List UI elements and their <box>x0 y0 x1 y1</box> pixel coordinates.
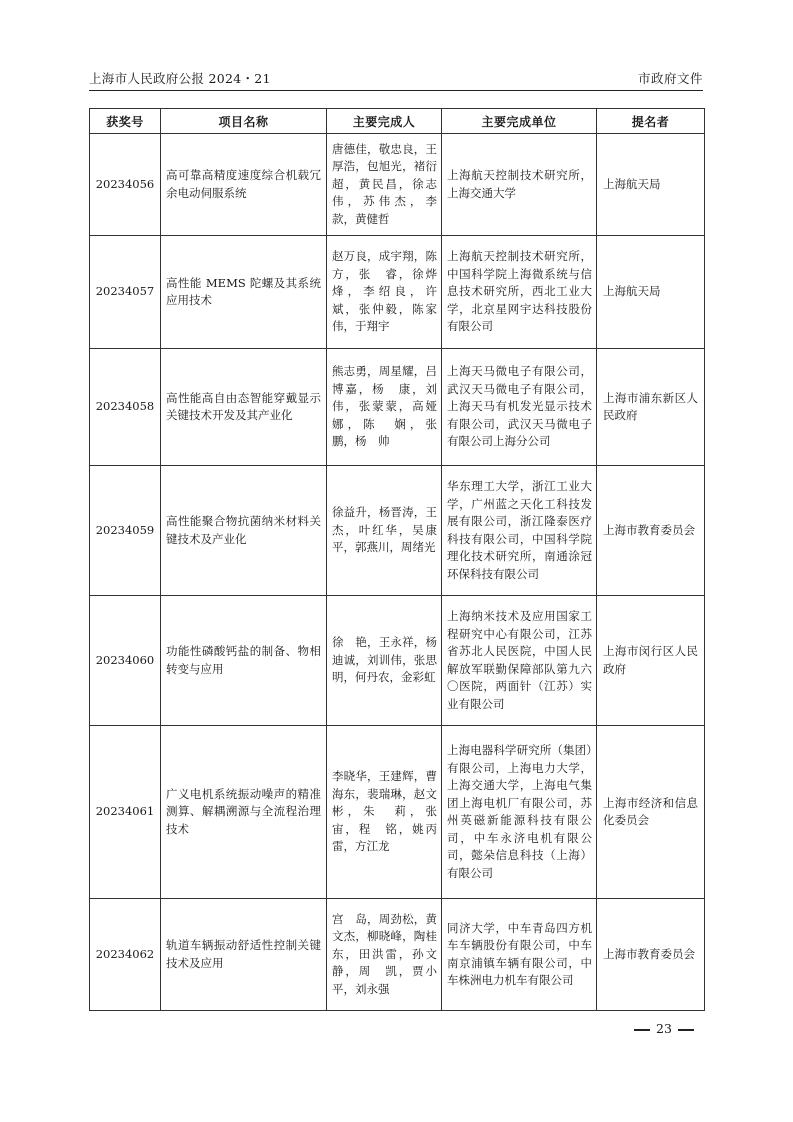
main-units: 上海航天控制技术研究所，上海交通大学 <box>442 134 597 236</box>
table-row <box>90 134 705 236</box>
main-contributors: 熊志勇，周星耀，吕博嘉，杨 康，刘 伟，张蒙蒙，高娅娜，陈 娴，张 鹏，杨 帅 <box>327 349 442 466</box>
main-units: 上海航天控制技术研究所，中国科学院上海微系统与信息技术研究所，西北工业大学，北京星网宇达科技股份有限公司 <box>442 236 597 349</box>
main-units: 上海天马微电子有限公司，武汉天马微电子有限公司，上海天马有机发光显示技术有限公司，武汉天马微电子有限公司上海分公司 <box>442 349 597 466</box>
main-contributors: 李晓华，王建辉，曹海东，裴瑞琳，赵文彬，朱 莉，张 宙，程 铭，姚丙雷，方江龙 <box>327 726 442 899</box>
table-row <box>90 236 705 349</box>
column-header-project: 项目名称 <box>161 109 327 134</box>
award-number: 20234056 <box>90 134 161 236</box>
nominator: 上海市教育委员会 <box>597 899 705 1011</box>
column-header-nominator: 提名者 <box>597 109 705 134</box>
column-header-award-no: 获奖号 <box>90 109 161 134</box>
page-number <box>628 1021 700 1036</box>
main-contributors: 赵万良，成宇翔，陈 方，张 睿，徐烨烽，李绍良，许 斌，张仲毅，陈家伟，于翔宇 <box>327 236 442 349</box>
nominator: 上海航天局 <box>597 134 705 236</box>
award-number: 20234057 <box>90 236 161 349</box>
column-header-units: 主要完成单位 <box>442 109 597 134</box>
project-name: 功能性磷酸钙盐的制备、物相转变与应用 <box>161 596 327 726</box>
nominator: 上海市闵行区人民政府 <box>597 596 705 726</box>
page-number-dash-right <box>678 1029 694 1031</box>
main-contributors: 徐益升，杨晋涛，王 杰，叶红华，吴康平，郭燕川，周绪光 <box>327 466 442 596</box>
main-units: 上海电器科学研究所（集团）有限公司，上海电力大学，上海交通大学，上海电气集团上海电机厂有限公司，苏州英磁新能源科技有限公司，中车永济电机有限公司，懿朵信息科技（上海）有限公司 <box>442 726 597 899</box>
table-row <box>90 899 705 1011</box>
table-row <box>90 349 705 466</box>
project-name: 轨道车辆振动舒适性控制关键技术及应用 <box>161 899 327 1011</box>
awards-table <box>89 108 705 1011</box>
project-name: 高性能聚合物抗菌纳米材料关键技术及产业化 <box>161 466 327 596</box>
main-units: 华东理工大学，浙江工业大学，广州蓝之天化工科技发展有限公司，浙江隆泰医疗科技有限公司，中国科学院理化技术研究所，南通涂冠环保科技有限公司 <box>442 466 597 596</box>
main-contributors: 徐 艳，王永祥，杨迪诚，刘训伟，张思明，何丹农，金彩虹 <box>327 596 442 726</box>
header-divider <box>89 90 703 91</box>
award-number: 20234058 <box>90 349 161 466</box>
page-header <box>89 67 703 89</box>
award-number: 20234060 <box>90 596 161 726</box>
section-title: 市政府文件 <box>637 71 703 86</box>
award-number: 20234062 <box>90 899 161 1011</box>
page-number-value: 23 <box>656 1021 672 1036</box>
project-name: 高性能 MEMS 陀螺及其系统应用技术 <box>161 236 327 349</box>
main-contributors: 宫 岛，周劲松，黄文杰，柳晓峰，陶桂东，田洪雷，孙文静，周 凯，贾小平，刘永强 <box>327 899 442 1011</box>
table-header-row <box>90 109 705 134</box>
award-number: 20234061 <box>90 726 161 899</box>
nominator: 上海市浦东新区人民政府 <box>597 349 705 466</box>
award-number: 20234059 <box>90 466 161 596</box>
page-number-dash-left <box>634 1029 650 1031</box>
nominator: 上海市经济和信息化委员会 <box>597 726 705 899</box>
table-row <box>90 466 705 596</box>
table-row <box>90 596 705 726</box>
column-header-people: 主要完成人 <box>327 109 442 134</box>
nominator: 上海航天局 <box>597 236 705 349</box>
main-contributors: 唐德佳，敬忠良，王厚浩，包旭光，褚衍超，黄民昌，徐志伟，苏伟杰，李 款，黄健哲 <box>327 134 442 236</box>
main-units: 同济大学，中车青岛四方机车车辆股份有限公司，中车南京浦镇车辆有限公司，中车株洲电力机车有限公司 <box>442 899 597 1011</box>
project-name: 高性能高自由态智能穿戴显示关键技术开发及其产业化 <box>161 349 327 466</box>
project-name: 高可靠高精度速度综合机载冗余电动伺服系统 <box>161 134 327 236</box>
table-row <box>90 726 705 899</box>
project-name: 广义电机系统振动噪声的精准测算、解耦溯源与全流程治理技术 <box>161 726 327 899</box>
main-units: 上海纳米技术及应用国家工程研究中心有限公司，江苏省苏北人民医院，中国人民解放军联勤保障部队第九六〇医院，两面针（江苏）实业有限公司 <box>442 596 597 726</box>
nominator: 上海市教育委员会 <box>597 466 705 596</box>
gazette-title: 上海市人民政府公报 2024・21 <box>89 71 271 86</box>
